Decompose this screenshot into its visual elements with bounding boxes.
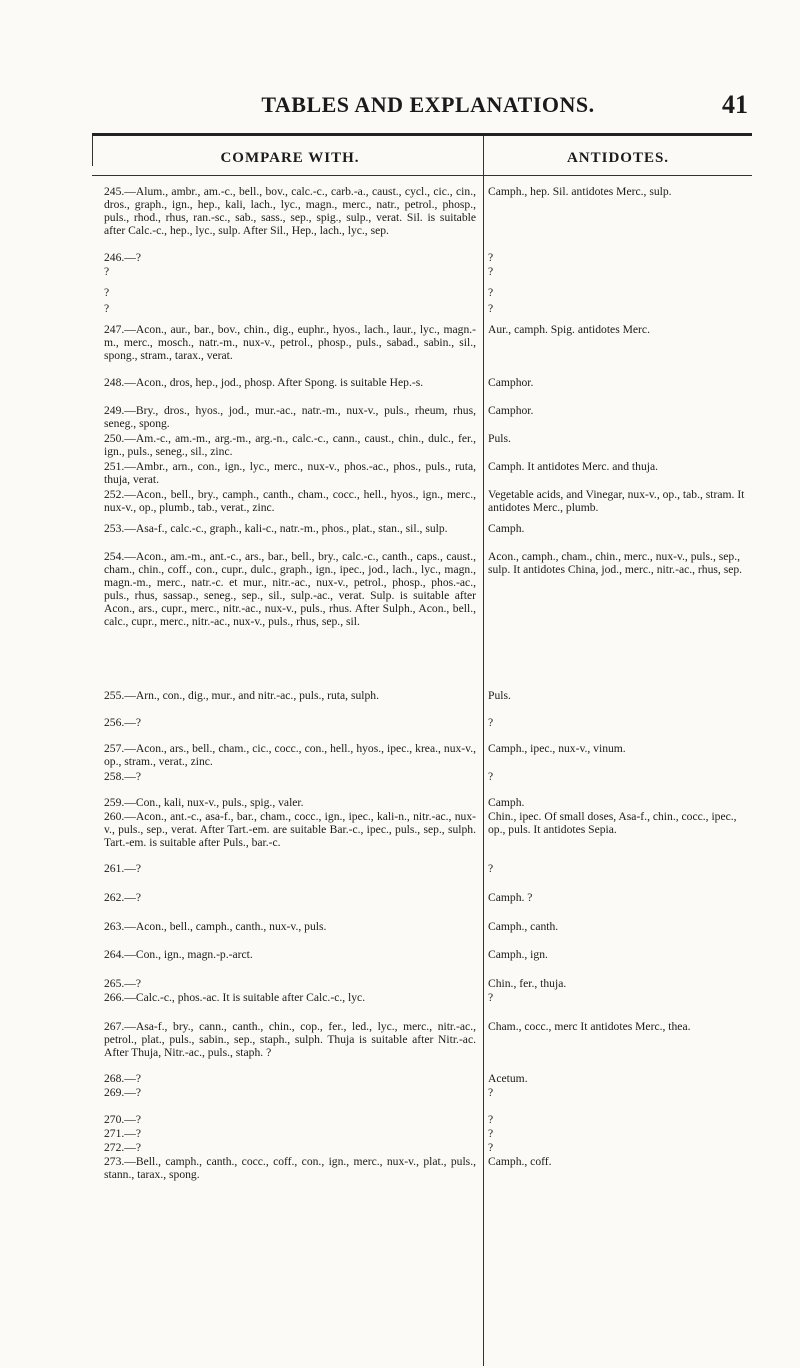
compare-entry: 266.—Calc.-c., phos.-ac. It is suitable after Calc.-c., lyc. — [104, 991, 366, 1004]
antidote-entry: ? — [488, 302, 494, 315]
compare-entry: 251.—Ambr., arn., con., ign., lyc., merc., nux-v., phos.-ac., phos., puls., ruta, thuja, verat. — [104, 460, 476, 487]
antidote-entry: Camph. It antidotes Merc. and thuja. — [488, 460, 659, 473]
antidote-entry: Puls. — [488, 689, 511, 702]
compare-entry: 263.—Acon., bell., camph., canth., nux-v., puls. — [104, 920, 327, 933]
compare-entry: 248.—Acon., dros, hep., jod., phosp. After Spong. is suitable Hep.-s. — [104, 376, 424, 389]
compare-entry: 262.—? — [104, 891, 142, 904]
compare-entry: 271.—? — [104, 1127, 142, 1140]
compare-entry: 273.—Bell., camph., canth., cocc., coff., con., ign., merc., nux-v., plat., puls., stann., tarax., spong. — [104, 1155, 476, 1182]
header-rule — [92, 133, 752, 136]
compare-entry: 264.—Con., ign., magn.-p.-arct. — [104, 948, 253, 961]
antidote-entry: Chin., ipec. Of small doses, Asa-f., chin., cocc., ipec., op., puls. It antidotes Sepia. — [488, 810, 737, 837]
column-head-compare: COMPARE WITH. — [220, 150, 360, 166]
column-divider — [483, 136, 484, 1366]
antidote-entry: ? — [488, 1141, 494, 1154]
compare-entry: ? — [104, 286, 110, 299]
compare-entry: ? — [104, 265, 110, 278]
antidote-entry: ? — [488, 1113, 494, 1126]
compare-entry: 252.—Acon., bell., bry., camph., canth., cham., cocc., hell., hyos., ign., merc., nux-v., op., plumb., tab., verat., zinc. — [104, 488, 476, 515]
page-number: 41 — [722, 90, 748, 119]
antidote-entry: Chin., fer., thuja. — [488, 977, 567, 990]
compare-entry: 247.—Acon., aur., bar., bov., chin., dig., euphr., hyos., lach., laur., lyc., magn.-m., merc., mosch., natr.-m., nux-v., petrol., phosp., puls., sabad., sabin., sil., spong., stram., tarax., verat. — [104, 323, 476, 363]
compare-entry: 267.—Asa-f., bry., cann., canth., chin., cop., fer., led., lyc., merc., nitr.-ac., petrol., plat., puls., sabin., sep., staph., sulph. Thuja is suitable after Nitr.-ac. After Thuja, Nitr.-ac., puls., staph. ? — [104, 1020, 476, 1060]
running-title: TABLES AND EXPLANATIONS. — [261, 92, 595, 117]
compare-entry: 272.—? — [104, 1141, 142, 1154]
compare-entry: 246.—? — [104, 251, 142, 264]
antidote-entry: ? — [488, 716, 494, 729]
compare-entry: 256.—? — [104, 716, 142, 729]
antidote-entry: Camph., hep. Sil. antidotes Merc., sulp. — [488, 185, 672, 198]
compare-entry: 254.—Acon., am.-m., ant.-c., ars., bar., bell., bry., calc.-c., canth., caps., caust., cham., chin., coff., con., cupr., dulc., graph., ign., ipec., jod., lach., lyc., magn., magn.-m., merc., natr.-c. et mur., nitr.-ac., nux-v., petrol., phosp., phos.-ac., puls., rhus, sassap., seneg., sep., sil., sulp.-ac., verat. Sulp. is suitable after Acon., ars., cupr., merc., nitr.-ac., nux-v., puls., rhus. After Sulph., Acon., bell., calc., cupr., merc., nitr.-ac., nux-v., puls., rhus, sep., sil. — [104, 550, 476, 629]
compare-entry: 253.—Asa-f., calc.-c., graph., kali-c., natr.-m., phos., plat., stan., sil., sulp. — [104, 522, 448, 535]
antidote-entry: Camphor. — [488, 404, 534, 417]
antidote-entry: ? — [488, 862, 494, 875]
antidote-entry: Camph., coff. — [488, 1155, 552, 1168]
compare-entry: 269.—? — [104, 1086, 142, 1099]
compare-entry: 249.—Bry., dros., hyos., jod., mur.-ac., natr.-m., nux-v., puls., rheum, rhus, seneg., spong. — [104, 404, 476, 431]
antidote-entry: Camph. — [488, 796, 525, 809]
antidote-entry: Acon., camph., cham., chin., merc., nux-v., puls., sep., sulp. It antidotes China, jod., merc., nitr.-ac., rhus, sep. — [488, 550, 743, 577]
antidote-entry: ? — [488, 1127, 494, 1140]
antidote-entry: ? — [488, 1086, 494, 1099]
compare-entry: 259.—Con., kali, nux-v., puls., spig., valer. — [104, 796, 304, 809]
left-border — [92, 136, 93, 166]
compare-entry: 245.—Alum., ambr., am.-c., bell., bov., calc.-c., carb.-a., caust., cycl., cic., cin., dros., graph., ign., hep., kali, lach., lyc., magn., merc., natr., petrol., phosp., puls., rhod., rhus, ran.-sc., sab., sass., sep., spig., sulp., verat. Sil. is suitable after Calc.-c., hep., lyc., sulp. After Sil., Hep., lach., lyc., sep. — [104, 185, 476, 238]
antidote-entry: ? — [488, 286, 494, 299]
antidote-entry: Camphor. — [488, 376, 534, 389]
compare-entry: 265.—? — [104, 977, 142, 990]
antidote-entry: Vegetable acids, and Vinegar, nux-v., op., tab., stram. It antidotes Merc., plumb. — [488, 488, 745, 515]
antidote-entry: Camph., ipec., nux-v., vinum. — [488, 742, 626, 755]
antidote-entry: ? — [488, 265, 494, 278]
column-head-rule — [92, 175, 752, 176]
antidote-entry: Camph. — [488, 522, 525, 535]
antidote-entry: ? — [488, 251, 494, 264]
antidote-entry: ? — [488, 991, 494, 1004]
antidote-entry: Puls. — [488, 432, 511, 445]
antidote-entry: Cham., cocc., merc It antidotes Merc., thea. — [488, 1020, 691, 1033]
column-head-antidotes: ANTIDOTES. — [566, 150, 670, 166]
compare-entry: 250.—Am.-c., am.-m., arg.-m., arg.-n., calc.-c., cann., caust., chin., dulc., fer., ign., puls., seneg., sil., zinc. — [104, 432, 476, 459]
antidote-entry: Camph. ? — [488, 891, 533, 904]
compare-entry: 268.—? — [104, 1072, 142, 1085]
page-header — [108, 90, 748, 124]
compare-entry: 270.—? — [104, 1113, 142, 1126]
compare-entry: 257.—Acon., ars., bell., cham., cic., cocc., con., hell., hyos., ipec., krea., nux-v., op., stram., verat., zinc. — [104, 742, 476, 769]
antidote-entry: Aur., camph. Spig. antidotes Merc. — [488, 323, 650, 336]
antidote-entry: Camph., ign. — [488, 948, 548, 961]
antidote-entry: ? — [488, 770, 494, 783]
compare-entry: 258.—? — [104, 770, 142, 783]
compare-entry: 255.—Arn., con., dig., mur., and nitr.-ac., puls., ruta, sulph. — [104, 689, 379, 702]
compare-entry: 261.—? — [104, 862, 142, 875]
antidote-entry: Acetum. — [488, 1072, 528, 1085]
compare-entry: 260.—Acon., ant.-c., asa-f., bar., cham., cocc., ign., ipec., kali-n., nitr.-ac., nux-v., puls., sep., verat. After Tart.-em. are suitable Bar.-c., ipec., puls., sep., sulph. Tart.-em. is suitable after Puls., bar.-c. — [104, 810, 476, 850]
antidote-entry: Camph., canth. — [488, 920, 559, 933]
compare-entry: ? — [104, 302, 110, 315]
